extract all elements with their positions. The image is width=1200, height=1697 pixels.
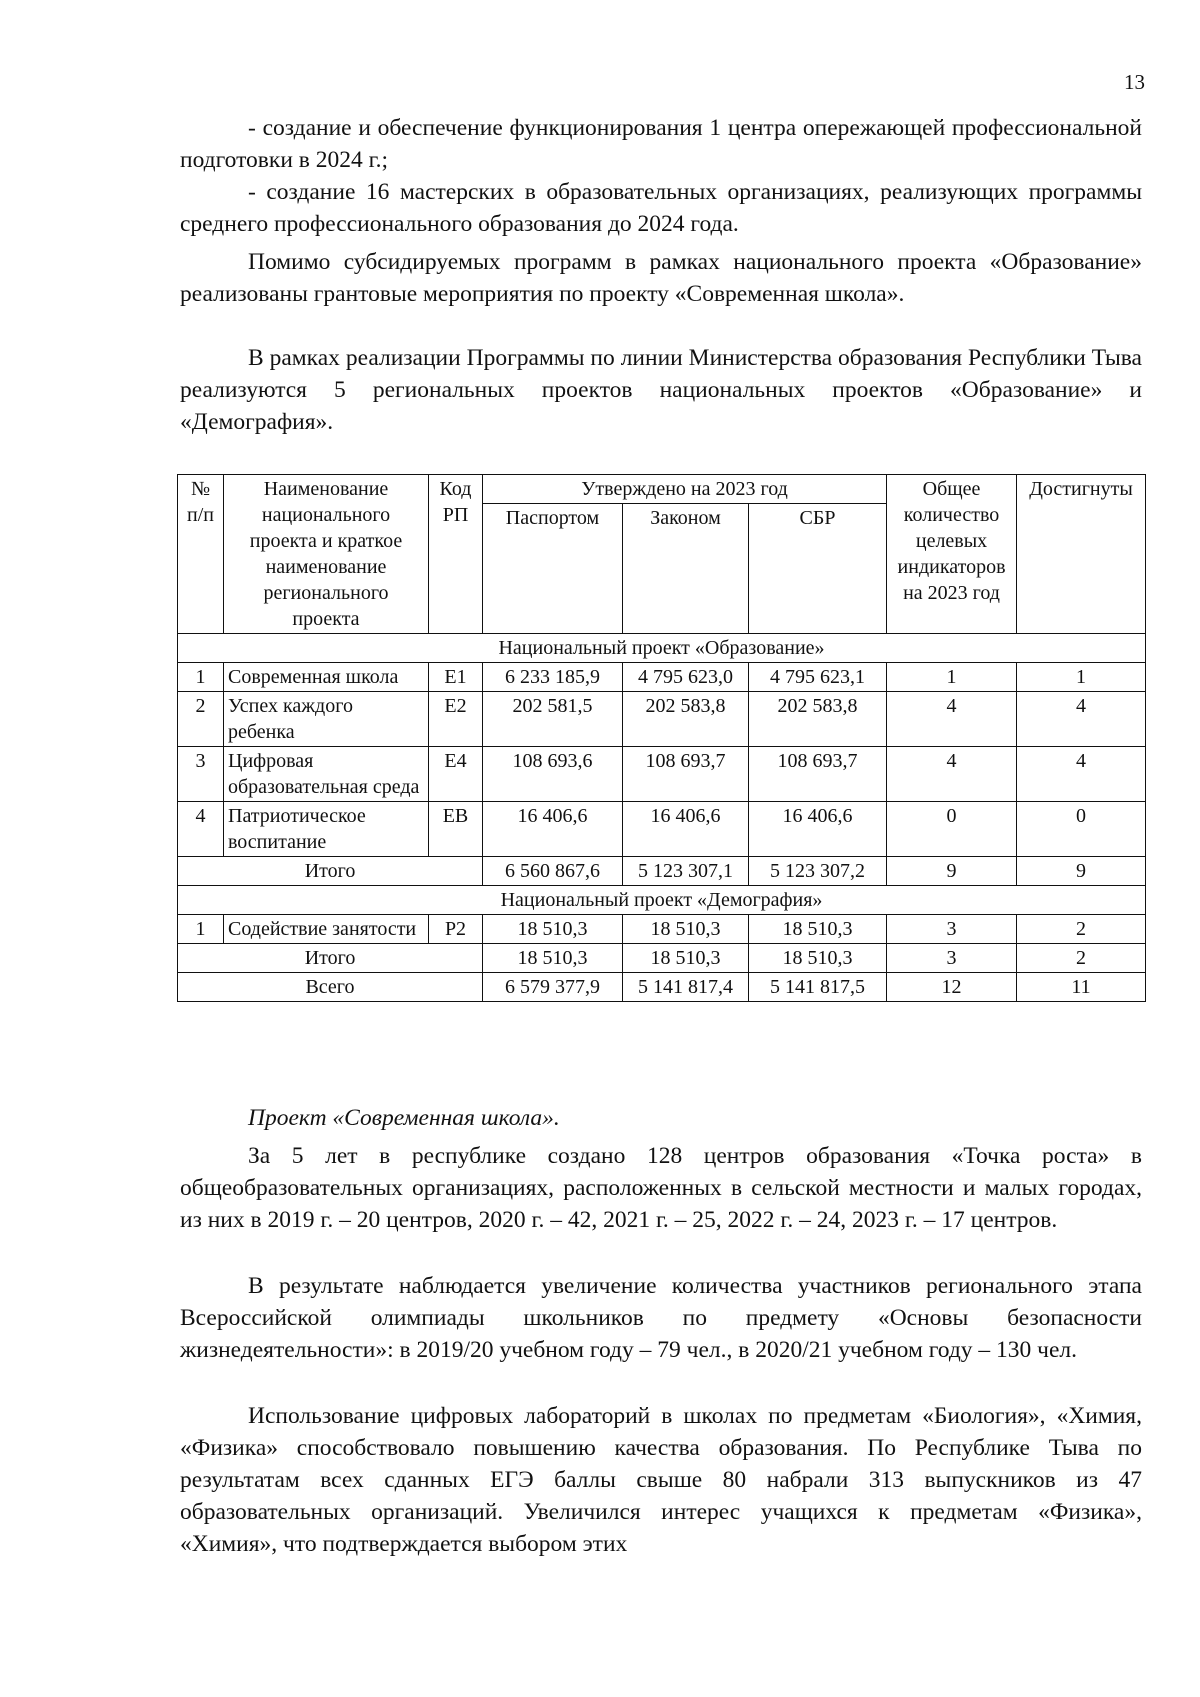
subtotal-label: Итого [178,857,483,886]
regional-projects-table [177,474,1146,1002]
cell-achieved: 2 [1017,944,1146,973]
cell-achieved: 9 [1017,857,1146,886]
table-row [178,915,1146,944]
cell-code: Е2 [429,692,483,747]
cell-sbr: 4 795 623,1 [749,663,887,692]
cell-achieved: 4 [1017,747,1146,802]
cell-total: 3 [887,944,1017,973]
intro-paragraph-2: - создание 16 мастерских в образовательных организациях, реализующих программы среднего профессионального образования до 2024 года. [180,179,1142,237]
table-header-row [178,475,1146,504]
cell-name: Цифровая образовательная среда [224,747,429,802]
subtotal-row [178,857,1146,886]
header-sbr: СБР [749,504,887,634]
body-paragraph-1: За 5 лет в республике создано 128 центров образования «Точка роста» в общеобразовательных организациях, расположенных в сельской местности и малых городах, из них в 2019 г. – 20 центров, 2020 г. – 42, 2021 г. – 25, 2022 г. – 24, 2023 г. – 17 центров. [180,1143,1142,1233]
cell-total: 3 [887,915,1017,944]
section-title: Национальный проект «Образование» [178,634,1146,663]
cell-name: Патриотическое воспитание [224,802,429,857]
cell-law: 18 510,3 [623,944,749,973]
project-heading: Проект «Современная школа». [248,1105,560,1131]
cell-code: Е4 [429,747,483,802]
grand-total-label: Всего [178,973,483,1002]
cell-sbr: 108 693,7 [749,747,887,802]
header-total-indicators: Общее количество целевых индикаторов на 2023 год [887,475,1017,634]
cell-total: 4 [887,692,1017,747]
header-code: Код РП [429,475,483,634]
cell-code: Р2 [429,915,483,944]
cell-passport: 202 581,5 [483,692,623,747]
subtotal-label: Итого [178,944,483,973]
header-passport: Паспортом [483,504,623,634]
table-row [178,747,1146,802]
cell-passport: 6 560 867,6 [483,857,623,886]
cell-num: 1 [178,915,224,944]
cell-passport: 16 406,6 [483,802,623,857]
cell-achieved: 0 [1017,802,1146,857]
cell-name: Успех каждого ребенка [224,692,429,747]
table-row [178,692,1146,747]
cell-sbr: 202 583,8 [749,692,887,747]
cell-total: 9 [887,857,1017,886]
body-paragraph-3: Использование цифровых лабораторий в школах по предметам «Биология», «Химия, «Физика» способствовало повышению качества образования. По Республике Тыва по результатам всех сданных ЕГЭ баллы свыше 80 набрали 313 выпускников из 47 образовательных организаций. Увеличился интерес учащихся к предметам «Физика», «Химия», что подтверждается выбором этих [180,1403,1142,1557]
body-paragraph-2: В результате наблюдается увеличение количества участников регионального этапа Всероссийской олимпиады школьников по предмету «Основы безопасности жизнедеятельности»: в 2019/20 учебном году – 79 чел., в 2020/21 учебном году – 130 чел. [180,1273,1142,1363]
intro-paragraph-1: - создание и обеспечение функционирования 1 центра опережающей профессиональной подготовки в 2024 г.; [180,115,1142,173]
cell-sbr: 5 123 307,2 [749,857,887,886]
section-title-row [178,886,1146,915]
cell-law: 5 123 307,1 [623,857,749,886]
cell-passport: 18 510,3 [483,915,623,944]
header-approved: Утверждено на 2023 год [483,475,887,504]
cell-code: ЕВ [429,802,483,857]
cell-total: 1 [887,663,1017,692]
cell-sbr: 16 406,6 [749,802,887,857]
cell-law: 4 795 623,0 [623,663,749,692]
cell-achieved: 4 [1017,692,1146,747]
cell-num: 3 [178,747,224,802]
cell-passport: 108 693,6 [483,747,623,802]
grand-total-row [178,973,1146,1002]
cell-name: Содействие занятости [224,915,429,944]
cell-sbr: 18 510,3 [749,944,887,973]
cell-passport: 6 579 377,9 [483,973,623,1002]
cell-achieved: 2 [1017,915,1146,944]
cell-total: 0 [887,802,1017,857]
section-title-row [178,634,1146,663]
cell-law: 202 583,8 [623,692,749,747]
subtotal-row [178,944,1146,973]
section-title: Национальный проект «Демография» [178,886,1146,915]
cell-num: 2 [178,692,224,747]
cell-name: Современная школа [224,663,429,692]
cell-num: 1 [178,663,224,692]
cell-sbr: 5 141 817,5 [749,973,887,1002]
header-num: № п/п [178,475,224,634]
cell-passport: 18 510,3 [483,944,623,973]
intro-paragraph-3: Помимо субсидируемых программ в рамках национального проекта «Образование» реализованы грантовые мероприятия по проекту «Современная школа». [180,249,1142,307]
cell-code: Е1 [429,663,483,692]
cell-num: 4 [178,802,224,857]
cell-law: 16 406,6 [623,802,749,857]
cell-achieved: 11 [1017,973,1146,1002]
cell-passport: 6 233 185,9 [483,663,623,692]
page-number: 13 [1124,70,1145,94]
cell-sbr: 18 510,3 [749,915,887,944]
cell-total: 12 [887,973,1017,1002]
header-law: Законом [623,504,749,634]
cell-law: 18 510,3 [623,915,749,944]
cell-total: 4 [887,747,1017,802]
cell-law: 5 141 817,4 [623,973,749,1002]
cell-law: 108 693,7 [623,747,749,802]
cell-achieved: 1 [1017,663,1146,692]
table-row [178,802,1146,857]
table-row [178,663,1146,692]
header-achieved: Достигнуты [1017,475,1146,634]
intro-paragraph-4: В рамках реализации Программы по линии Министерства образования Республики Тыва реализуются 5 региональных проектов национальных проектов «Образование» и «Демография». [180,345,1142,435]
header-name: Наименование национального проекта и краткое наименование регионального проекта [224,475,429,634]
